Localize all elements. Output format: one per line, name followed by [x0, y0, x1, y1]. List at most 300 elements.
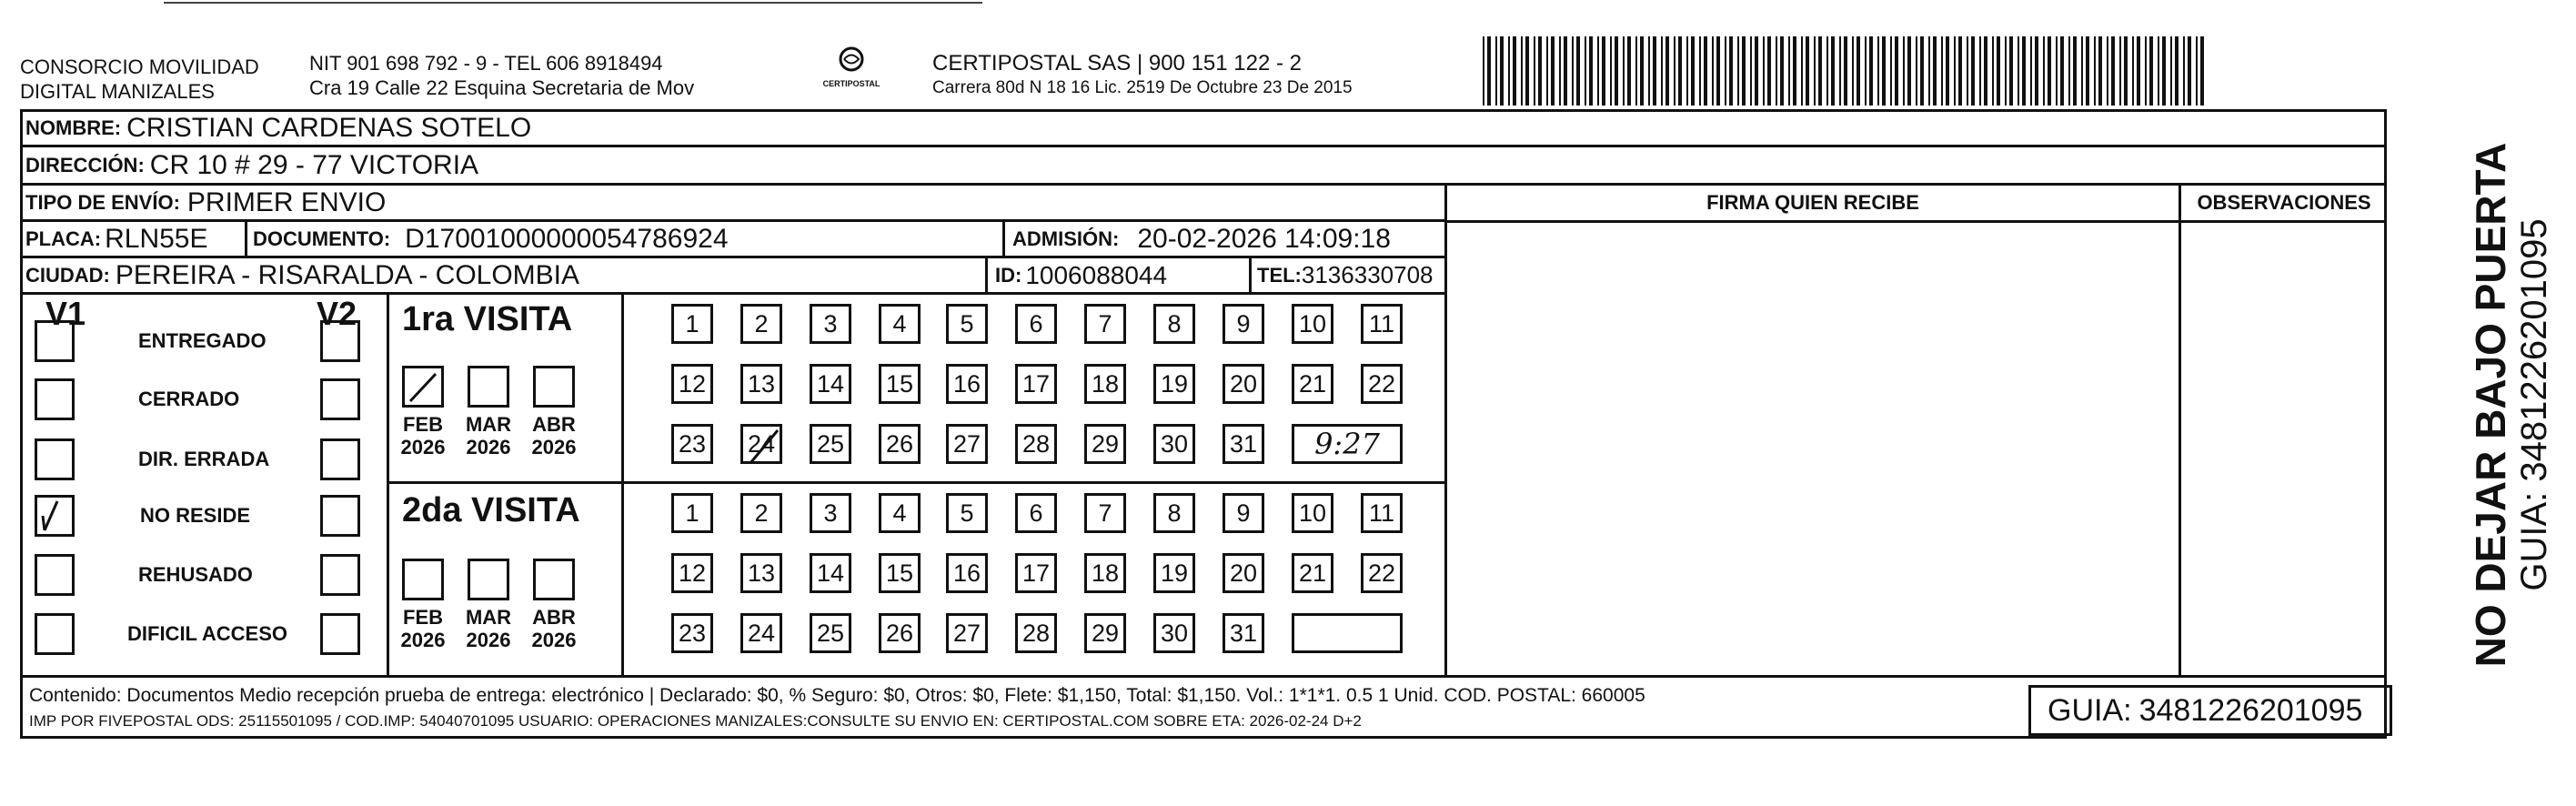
visit1-month-box-abr[interactable]	[533, 366, 575, 408]
tipo-row	[20, 186, 1446, 222]
footer-row	[20, 675, 2387, 739]
barcode-bar	[1508, 36, 1510, 106]
barcode-bar	[1615, 36, 1618, 106]
id-label: ID:	[995, 263, 1022, 287]
address-line: Cra 19 Calle 22 Esquina Secretaria de Mov	[309, 76, 695, 99]
visit2-day-13[interactable]	[740, 553, 782, 593]
day-number: 20	[1229, 369, 1258, 398]
day-number: 23	[678, 429, 707, 458]
barcode-bar	[2132, 36, 2134, 106]
visit1-day-9[interactable]	[1223, 304, 1264, 344]
barcode-bar	[1610, 36, 1612, 106]
month-name: ABR	[532, 413, 576, 436]
visit1-day-13[interactable]	[740, 364, 782, 404]
visit2-day-12[interactable]	[671, 553, 713, 593]
visit1-day-2[interactable]	[740, 304, 782, 344]
barcode-bar	[1997, 36, 2000, 106]
day-number: 27	[952, 429, 981, 458]
check-mark-icon	[37, 498, 72, 534]
barcode-bar	[1546, 36, 1548, 106]
visit2-month-label	[527, 606, 581, 651]
barcode-bar	[1865, 36, 1867, 106]
barcode-bar	[2094, 36, 2096, 106]
barcode-bar	[2107, 36, 2108, 106]
visit2-day-2[interactable]	[740, 493, 782, 533]
barcode-bar	[2145, 36, 2147, 106]
guia-value: 3481226201095	[2138, 692, 2363, 728]
barcode-bar	[1495, 36, 1497, 106]
status-label-cerrado: CERRADO	[138, 388, 240, 410]
barcode-bar	[1534, 36, 1535, 106]
barcode-bar	[1869, 36, 1873, 106]
visit2-day-11[interactable]	[1361, 493, 1403, 533]
status-label-entregado: ENTREGADO	[138, 329, 267, 352]
month-name: ABR	[532, 606, 576, 629]
day-number: 6	[1029, 309, 1043, 338]
barcode-bar	[1500, 36, 1504, 106]
barcode-bar	[2043, 36, 2045, 106]
barcode-bar	[1814, 36, 1816, 106]
visit1-day-22[interactable]	[1361, 364, 1403, 404]
visit2-day-24[interactable]	[740, 613, 782, 653]
day-number: 5	[960, 499, 974, 527]
barcode-bar	[1793, 36, 1796, 106]
certipostal-logo	[812, 45, 891, 100]
ciudad-row	[20, 258, 1446, 295]
company-line-2: DIGITAL MANIZALES	[20, 80, 215, 103]
firma-column	[1444, 186, 2181, 675]
day-number: 16	[952, 369, 981, 398]
visit1-month-label	[396, 413, 450, 458]
day-number: 17	[1021, 369, 1051, 398]
visit1-day-6[interactable]	[1015, 304, 1057, 344]
day-number: 14	[816, 559, 845, 587]
visit1-day-24[interactable]	[740, 424, 782, 464]
firma-header: FIRMA QUIEN RECIBE	[1447, 186, 2179, 223]
visit2-day-10[interactable]	[1292, 493, 1333, 533]
status-block	[20, 295, 389, 675]
month-year: 2026	[466, 436, 511, 458]
visit1-day-25[interactable]	[810, 424, 851, 464]
visit2-day-30[interactable]	[1153, 613, 1195, 653]
barcode-bar	[1585, 36, 1586, 106]
nombre-row	[20, 111, 2385, 147]
month-year: 2026	[400, 436, 446, 458]
v1-checkbox-dificil-acceso[interactable]	[35, 613, 75, 655]
barcode-bar	[1971, 36, 1975, 106]
day-number: 11	[1368, 499, 1395, 527]
visit2-day-25[interactable]	[810, 613, 851, 653]
visit2-day-grid	[624, 484, 1444, 675]
barcode-bar	[2200, 36, 2204, 106]
barcode-bar	[1844, 36, 1847, 106]
day-number: 10	[1298, 309, 1327, 338]
visit2-day-20[interactable]	[1223, 553, 1264, 593]
day-number: 21	[1298, 559, 1327, 587]
barcode-bar	[1831, 36, 1835, 106]
barcode-bar	[1788, 36, 1790, 106]
visit1-day-26[interactable]	[879, 424, 921, 464]
barcode-bar	[2073, 36, 2077, 106]
visit1-day-18[interactable]	[1084, 364, 1126, 404]
barcode-bar	[2009, 36, 2013, 106]
visit1-day-12[interactable]	[671, 364, 713, 404]
tel-label: TEL:	[1257, 263, 1302, 287]
barcode-bar	[1678, 36, 1682, 106]
day-number: 16	[952, 559, 981, 587]
visit1-month-box-feb[interactable]	[402, 366, 444, 408]
barcode-bar	[1627, 36, 1631, 106]
month-name: FEB	[403, 606, 443, 629]
day-number: 29	[1091, 619, 1120, 647]
day-number: 14	[816, 369, 845, 398]
visit1-day-31[interactable]	[1223, 424, 1264, 464]
barcode-bar	[1742, 36, 1746, 106]
admision-value: 20-02-2026 14:09:18	[1137, 223, 1391, 254]
day-number: 29	[1091, 429, 1120, 458]
nit-line: NIT 901 698 792 - 9 - TEL 606 8918494	[309, 52, 663, 75]
visit2-month-box-feb[interactable]	[402, 559, 444, 600]
logo-text: CERTIPOSTAL	[822, 79, 880, 88]
barcode-bar	[1602, 36, 1605, 106]
firma-area[interactable]	[1447, 223, 2179, 669]
day-number: 2	[754, 499, 769, 527]
documento-cell	[247, 222, 1002, 256]
visit2-day-28[interactable]	[1015, 613, 1057, 653]
visit2-day-17[interactable]	[1015, 553, 1057, 593]
day-number: 21	[1298, 369, 1327, 398]
visit2-day-6[interactable]	[1015, 493, 1057, 533]
barcode-bar	[1839, 36, 1841, 106]
placa-row	[20, 222, 1446, 258]
visit2-day-9[interactable]	[1223, 493, 1264, 533]
v1-checkbox-cerrado[interactable]	[35, 378, 75, 420]
v1-checkbox-dir-errada[interactable]	[35, 438, 75, 480]
visit2-day-1[interactable]	[671, 493, 713, 533]
day-number: 24	[747, 619, 776, 647]
barcode-bar	[1877, 36, 1879, 106]
barcode-bar	[1954, 36, 1956, 106]
visit1-day-1[interactable]	[671, 304, 713, 344]
tipo-label: TIPO DE ENVÍO:	[25, 190, 180, 214]
day-number: 31	[1229, 429, 1258, 458]
tel-value: 3136330708	[1301, 261, 1434, 288]
visit1-day-20[interactable]	[1223, 364, 1264, 404]
tel-cell	[1252, 258, 1446, 292]
day-number: 4	[892, 309, 907, 338]
barcode-bar	[1750, 36, 1752, 106]
visit2-day-22[interactable]	[1361, 553, 1403, 593]
v1-checkbox-rehusado[interactable]	[35, 554, 75, 596]
barcode-bar	[1818, 36, 1822, 106]
day-number: 30	[1160, 619, 1189, 647]
barcode-bar	[2048, 36, 2051, 106]
barcode-bar	[2158, 36, 2159, 106]
barcode-bar	[2068, 36, 2070, 106]
visit2-day-21[interactable]	[1292, 553, 1333, 593]
barcode-bar	[1589, 36, 1593, 106]
visit1-day-27[interactable]	[946, 424, 988, 464]
barcode-bar	[1882, 36, 1886, 106]
day-number: 4	[892, 499, 907, 527]
barcode-bar	[2030, 36, 2032, 106]
visit1-month-box-mar[interactable]	[468, 366, 509, 408]
visit2-day-3[interactable]	[810, 493, 851, 533]
barcode-bar	[1572, 36, 1574, 106]
visit2-day-5[interactable]	[946, 493, 988, 533]
visit1-day-14[interactable]	[810, 364, 851, 404]
month-name: MAR	[465, 606, 512, 629]
barcode-bar	[1958, 36, 1962, 106]
barcode-bar	[1699, 36, 1701, 106]
barcode-bar	[1623, 36, 1625, 106]
tipo-value: PRIMER ENVIO	[186, 186, 387, 217]
guia-label: GUIA:	[2048, 692, 2132, 728]
placa-value: RLN55E	[105, 223, 208, 254]
visit2-day-4[interactable]	[879, 493, 921, 533]
observaciones-area[interactable]	[2181, 223, 2387, 669]
no-dejar-warning: NO DEJAR BAJO PUERTA	[2467, 142, 2514, 668]
slash-mark-icon	[405, 368, 441, 405]
status-label-dir-errada: DIR. ERRADA	[138, 448, 270, 470]
barcode-bar	[2086, 36, 2089, 106]
visit1-day-5[interactable]	[946, 304, 988, 344]
visit2-month-box-mar[interactable]	[468, 559, 509, 600]
visit1-day-8[interactable]	[1153, 304, 1195, 344]
month-year: 2026	[531, 629, 577, 651]
visit2-day-18[interactable]	[1084, 553, 1126, 593]
day-number: 25	[816, 429, 845, 458]
visit2-month-box-abr[interactable]	[533, 559, 575, 600]
visit1-day-11[interactable]	[1361, 304, 1403, 344]
v2-checkbox-dir-errada[interactable]	[320, 438, 360, 480]
barcode-bar	[2005, 36, 2007, 106]
barcode-bar	[1890, 36, 1892, 106]
barcode-bar	[1704, 36, 1707, 106]
barcode-bar	[1576, 36, 1580, 106]
barcode-bar	[1653, 36, 1656, 106]
day-number: 7	[1098, 309, 1112, 338]
day-number: 24	[747, 429, 776, 458]
nombre-value: CRISTIAN CARDENAS SOTELO	[126, 112, 532, 143]
barcode-bar	[2022, 36, 2026, 106]
barcode-bar	[2137, 36, 2140, 106]
visit2-day-26[interactable]	[879, 613, 921, 653]
nombre-label: NOMBRE:	[25, 116, 122, 139]
day-number: 7	[1098, 499, 1112, 527]
scan-edge-line	[164, 2, 982, 4]
visit1-day-grid	[624, 295, 1444, 484]
visit2-day-16[interactable]	[946, 553, 988, 593]
visit2-month-label	[396, 606, 450, 651]
v2-header: V2	[317, 295, 357, 332]
visit2-day-15[interactable]	[879, 553, 921, 593]
admision-cell	[1002, 222, 1446, 256]
day-number: 9	[1236, 309, 1251, 338]
visit1-day-7[interactable]	[1084, 304, 1126, 344]
company-contact	[309, 51, 694, 100]
day-number: 22	[1367, 559, 1396, 587]
day-number: 20	[1229, 559, 1258, 587]
day-number: 15	[885, 559, 914, 587]
visit1-day-23[interactable]	[671, 424, 713, 464]
barcode-bar	[1729, 36, 1733, 106]
visit2-day-8[interactable]	[1153, 493, 1195, 533]
v2-checkbox-rehusado[interactable]	[320, 554, 360, 596]
barcode-bar	[2081, 36, 2083, 106]
visit1-day-30[interactable]	[1153, 424, 1195, 464]
company-name	[20, 55, 259, 104]
status-label-dificil-acceso: DIFICIL ACCESO	[127, 622, 288, 645]
visit1-day-28[interactable]	[1015, 424, 1057, 464]
barcode-bar	[2175, 36, 2179, 106]
visit1-month-label	[527, 413, 581, 458]
barcode-bar	[1716, 36, 1720, 106]
carrier-info	[932, 51, 1353, 100]
v1-checkbox-entregado[interactable]	[35, 320, 75, 362]
direccion-value: CR 10 # 29 - 77 VICTORIA	[149, 149, 479, 180]
day-number: 18	[1091, 559, 1120, 587]
barcode-bar	[1525, 36, 1529, 106]
month-name: MAR	[465, 413, 512, 436]
day-number: 19	[1160, 369, 1189, 398]
day-number: 31	[1229, 619, 1258, 647]
visit2-time-box[interactable]	[1292, 613, 1403, 653]
barcode-bar	[1967, 36, 1968, 106]
barcode-bar	[1801, 36, 1803, 106]
id-cell	[988, 258, 1252, 292]
v1-checkbox-no-reside[interactable]	[35, 495, 75, 537]
barcode-bar	[1979, 36, 1981, 106]
day-number: 3	[823, 309, 838, 338]
visit1-day-21[interactable]	[1292, 364, 1333, 404]
visit1-day-10[interactable]	[1292, 304, 1333, 344]
barcode-bar	[1984, 36, 1987, 106]
barcode-bar	[1538, 36, 1542, 106]
day-number: 5	[960, 309, 974, 338]
visit2-day-27[interactable]	[946, 613, 988, 653]
barcode-bar	[1513, 36, 1516, 106]
month-year: 2026	[400, 629, 446, 651]
day-number: 23	[678, 619, 707, 647]
direccion-row	[20, 147, 2385, 186]
day-number: 2	[754, 309, 769, 338]
admision-label: ADMISIÓN:	[1012, 227, 1120, 250]
barcode-bar	[1665, 36, 1669, 106]
barcode-bar	[2188, 36, 2191, 106]
barcode-bar	[2196, 36, 2198, 106]
visit1-day-16[interactable]	[946, 364, 988, 404]
visit2-day-19[interactable]	[1153, 553, 1195, 593]
visit2-day-14[interactable]	[810, 553, 851, 593]
barcode-bar	[2018, 36, 2019, 106]
barcode-bar	[1895, 36, 1898, 106]
v2-checkbox-entregado[interactable]	[320, 320, 360, 362]
barcode-bar	[2119, 36, 2121, 106]
day-number: 10	[1298, 499, 1327, 527]
barcode-bar	[2183, 36, 2185, 106]
visit1-day-17[interactable]	[1015, 364, 1057, 404]
barcode-bar	[1755, 36, 1758, 106]
barcode-bar	[1916, 36, 1917, 106]
visit1-day-15[interactable]	[879, 364, 921, 404]
day-number: 11	[1368, 309, 1395, 338]
v2-checkbox-cerrado[interactable]	[320, 378, 360, 420]
placa-label: PLACA:	[25, 227, 102, 250]
barcode-bar	[1920, 36, 1924, 106]
day-number: 15	[885, 369, 914, 398]
visit2-day-31[interactable]	[1223, 613, 1264, 653]
day-number: 27	[952, 619, 981, 647]
barcode-bar	[2060, 36, 2064, 106]
visit2-day-29[interactable]	[1084, 613, 1126, 653]
ciudad-cell	[20, 258, 988, 292]
documento-label: DOCUMENTO:	[253, 227, 391, 250]
barcode-bar	[1737, 36, 1739, 106]
v2-checkbox-dificil-acceso[interactable]	[320, 613, 360, 655]
day-number: 30	[1160, 429, 1189, 458]
barcode-bar	[2149, 36, 2153, 106]
day-number: 8	[1167, 499, 1182, 527]
day-number: 12	[678, 559, 707, 587]
day-number: 26	[885, 429, 914, 458]
barcode-bar	[1521, 36, 1523, 106]
day-number: 22	[1367, 369, 1396, 398]
barcode-bar	[1780, 36, 1784, 106]
day-number: 28	[1021, 429, 1051, 458]
barcode-bar	[1806, 36, 1809, 106]
barcode-bar	[1992, 36, 1994, 106]
day-number: 1	[685, 309, 699, 338]
barcode-bar	[1648, 36, 1650, 106]
day-number: 12	[678, 369, 707, 398]
footer-line-1: Contenido: Documentos Medio recepción prueba de entrega: electrónico | Declarado: $0, % Seguro: $0, Otros: $0, Flete: $1,150, Total: $1,150. Vol.: 1*1*1. 0.5 1 Unid. COD. POSTAL: 660005	[29, 685, 1645, 706]
visit2-title: 2da VISITA	[402, 491, 580, 529]
barcode-bar	[1933, 36, 1937, 106]
barcode-bar	[1551, 36, 1555, 106]
visit1-time-box[interactable]	[1292, 424, 1403, 464]
visit2-month-label	[461, 606, 516, 651]
barcode-bar	[1635, 36, 1637, 106]
v2-checkbox-no-reside[interactable]	[320, 495, 360, 537]
placa-cell	[20, 222, 247, 256]
visit1-day-29[interactable]	[1084, 424, 1126, 464]
barcode-bar	[1946, 36, 1949, 106]
visit2-day-7[interactable]	[1084, 493, 1126, 533]
day-number: 3	[823, 499, 838, 527]
barcode-bar	[1483, 36, 1484, 106]
barcode-bar	[1686, 36, 1688, 106]
carrier-line: CERTIPOSTAL SAS | 900 151 122 - 2	[932, 51, 1302, 76]
day-number: 9	[1236, 499, 1251, 527]
month-name: FEB	[403, 413, 443, 436]
barcode-bar	[2098, 36, 2102, 106]
observaciones-header: OBSERVACIONES	[2181, 186, 2387, 223]
license-line: Carrera 80d N 18 16 Lic. 2519 De Octubre 23 De 2015	[932, 78, 1353, 97]
day-number: 13	[747, 559, 776, 587]
visit1-day-4[interactable]	[879, 304, 921, 344]
barcode-bar	[1725, 36, 1726, 106]
visit1-day-19[interactable]	[1153, 364, 1195, 404]
barcode-bar	[2111, 36, 2115, 106]
side-guia: GUIA: 3481226201095	[2514, 218, 2554, 591]
visit2-day-23[interactable]	[671, 613, 713, 653]
month-year: 2026	[531, 436, 577, 458]
visit1-day-3[interactable]	[810, 304, 851, 344]
day-number: 1	[685, 499, 699, 527]
month-year: 2026	[466, 629, 511, 651]
day-number: 18	[1091, 369, 1120, 398]
